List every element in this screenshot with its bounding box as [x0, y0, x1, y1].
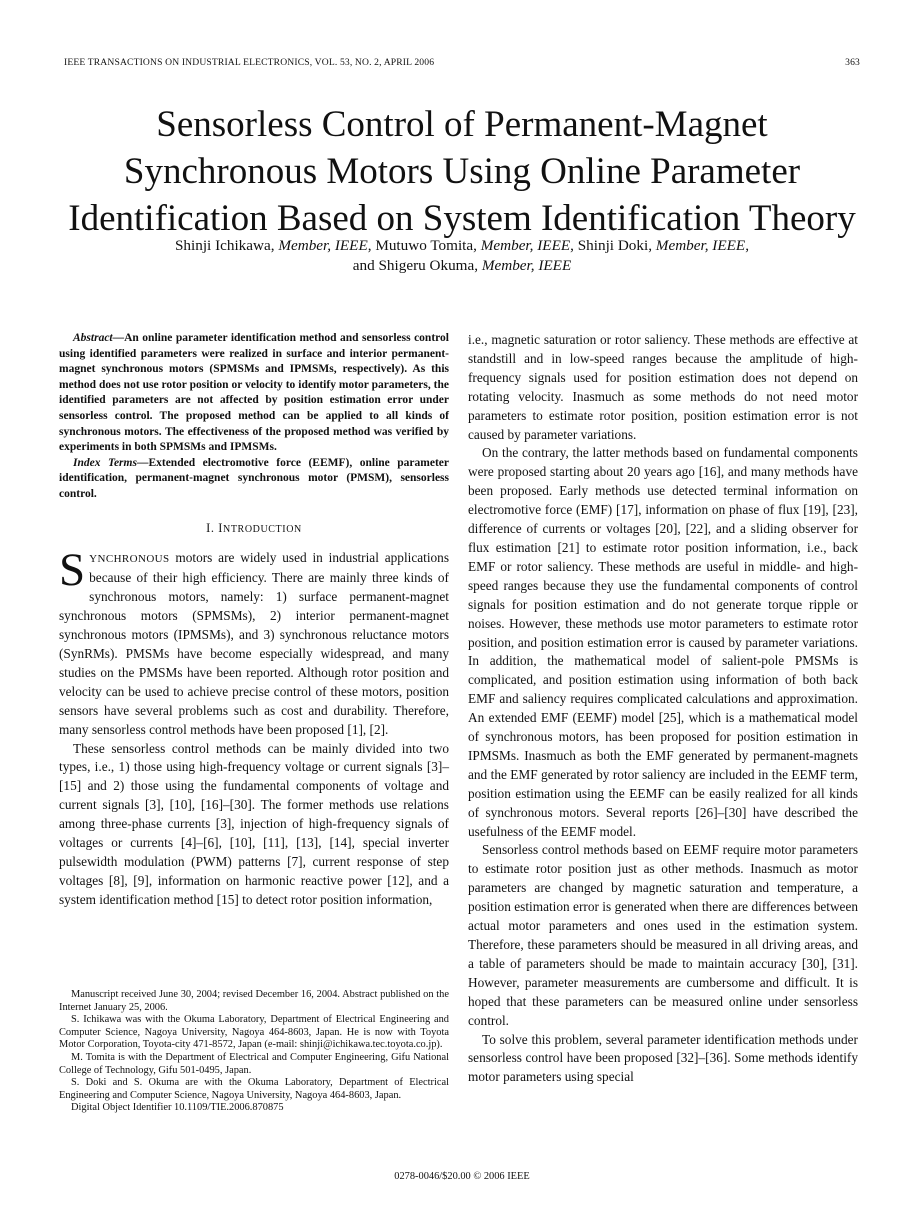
- journal-name: IEEE TRANSACTIONS ON INDUSTRIAL ELECTRONICS, VOL. 53, NO. 2, APRIL 2006: [64, 57, 435, 68]
- title-line: Identification Based on System Identification Theory: [68, 198, 856, 239]
- footnote-manuscript: Manuscript received June 30, 2004; revised December 16, 2004. Abstract published on the Internet January 25, 2006.: [59, 989, 449, 1013]
- author-separator: ,: [745, 237, 749, 254]
- intro-paragraph-1: [59, 544, 449, 739]
- author-membership: Member, IEEE: [278, 237, 368, 254]
- author-line-1: [60, 236, 864, 256]
- footnote-author: M. Tomita is with the Department of Electrical and Computer Engineering, Gifu National College of Technology, Gifu 501-0495, Japan.: [59, 1051, 449, 1076]
- abstract: [59, 331, 449, 456]
- footnote-author: S. Doki and S. Okuma are with the Okuma Laboratory, Department of Electrical Engineering and Computer Science, Nagoya University, Nagoya 464-8603, Japan.: [59, 1077, 449, 1101]
- body-paragraph: i.e., magnetic saturation or rotor saliency. These methods are effective at standstill and in low-speed ranges because the amplitude of high-frequency signals used for position estimation does not depend on rotating velocity. Inasmuch as some methods do not need motor parameters to estimate rotor position, position estimation error is not caused by parameter variations.: [468, 332, 858, 442]
- abstract-text: An online parameter identification method and sensorless control using identified parameters were realized in surface and interior permanent-magnet synchronous motors (SPMSMs and IPMSMs, respectively). As this method does not use rotor position or velocity to identify motor parameters, the identified parameters are not affected by position estimation error under sensorless control. The proposed method can be applied to all kinds of synchronous motors. The effectiveness of the proposed method was verified by experiments in both SPMSMs and IPMSMs.: [59, 332, 449, 454]
- left-column: [59, 331, 449, 910]
- index-terms: [59, 456, 449, 503]
- drop-cap: S: [59, 544, 86, 597]
- section-heading: [59, 519, 449, 540]
- footnotes: [59, 989, 449, 1115]
- section-numeral: I. I: [206, 520, 224, 535]
- abstract-label: Abstract—: [73, 332, 125, 344]
- footnote-author: S. Ichikawa was with the Okuma Laboratory, Department of Electrical Engineering and Computer Science, Nagoya University, Nagoya 464-8603, Japan. He is now with Toyota Motor Corporation, Toyota-city 471-8572, Japan (e-mail: shinji@ichikawa.tec.toyota.co.jp).: [59, 1014, 449, 1051]
- footnote-doi: Digital Object Identifier 10.1109/TIE.2006.870875: [71, 1102, 284, 1114]
- author-name: , Mutuwo Tomita,: [367, 237, 481, 254]
- author-membership: Member, IEEE: [481, 257, 572, 274]
- paper-title: [40, 101, 884, 242]
- right-column: [468, 331, 858, 1087]
- author-membership: Member, IEEE: [655, 237, 746, 254]
- index-terms-label: Index Terms—: [73, 456, 149, 469]
- author-list: [60, 236, 864, 276]
- author-name: , Shinji Doki,: [570, 237, 656, 254]
- intro-paragraph-2: These sensorless control methods can be mainly divided into two types, i.e., 1) those using high-frequency voltage or current signals [3]–[15] and 2) those using the fundamental components of voltage and current signals [3], [10], [16]–[30]. The former methods use relations among three-phase currents [3], injection of high-frequency signals of voltages or currents [4]–[6], [10], [11], [13], [14], special inverter pulsewidth modulation (PWM) patterns [7], current response of step voltages [8], [9], information on harmonic reactive power [12], and a system identification method [15] to detect rotor position information,: [59, 740, 449, 907]
- paragraph-text: motors are widely used in industrial applications because of their high efficiency. There are mainly three kinds of synchronous motors, namely: 1) surface permanent-magnet synchronous motors (SPMSMs), 2) interior permanent-magnet synchronous motors (IPMSMs), and 3) synchronous reluctance motors (SynRMs). PMSMs have become especially widespread, and many studies on the PMSMs have been reported. Although rotor position and velocity can be used to achieve precise control of these motors, position sensors have several problems such as cost and durability. Therefore, many sensorless control methods have been proposed [1], [2].: [59, 550, 449, 737]
- body-paragraph: Sensorless control methods based on EEMF require motor parameters to estimate rotor position just as other methods. Inasmuch as motor parameters are changed by magnetic saturation and temperature, a position estimation error is generated when there are differences between actual motor parameters and ones used in the estimation system. Therefore, these parameters should be measured in all driving areas, and a table of parameters should be made to maintain accuracy [30], [31]. However, parameter measurements are cumbersome and difficult. It is hoped that these parameters can be measured online under sensorless control.: [468, 842, 858, 1028]
- author-line-2: [60, 256, 864, 276]
- body-paragraph: On the contrary, the latter methods based on fundamental components were proposed starting about 20 years ago [16], and many methods have been proposed. Early methods use detected terminal information on electromotive force (EMF) [17], information on phase of flux [19], [23], difference of currents or voltages [20], [22], and a sliding observer for flux estimation [21] to estimate rotor position information, i.e., back EMF or rotor saliency. These methods are useful in middle- and high-speed ranges because they use the fundamental components of control signals for position estimation and do not generate torque ripple or noises. However, these methods use motor parameters to estimate rotor position, and position estimation error is caused by parameter variations. In addition, the mathematical model of salient-pole PMSMs is complicated, and position estimation using information of both back EMF and saliency requires complicated calculations and approximation. An extended EMF (EEMF) model [25], which is a mathematical model of synchronous motors, has been proposed for position estimation in IPMSMs. Inasmuch as both the EMF generated by permanent-magnets and the EMF generated by rotor saliency are included in the EEMF term, position estimation using the EEMF can be easily realized for all kinds of synchronous motors. Several reports [26]–[30] have described the usefulness of the EEMF model.: [468, 445, 858, 839]
- running-header: [64, 57, 860, 71]
- page-number: 363: [845, 57, 860, 68]
- author-name: and Shigeru Okuma,: [352, 257, 482, 274]
- first-word-smallcaps: YNCHRONOUS: [89, 553, 170, 566]
- author-name: Shinji Ichikawa,: [174, 237, 279, 254]
- title-line: Sensorless Control of Permanent-Magnet: [156, 104, 768, 145]
- section-name: NTRODUCTION: [223, 523, 302, 535]
- index-terms-text: Extended electromotive force (EEMF), online parameter identification, permanent-magnet synchronous motor (PMSM), sensorless control.: [59, 456, 449, 500]
- author-membership: Member, IEEE: [480, 237, 571, 254]
- body-paragraph: To solve this problem, several parameter identification methods under sensorless control have been proposed [32]–[36]. Some methods identify motor parameters using special: [468, 1031, 858, 1085]
- title-line: Synchronous Motors Using Online Parameter: [123, 151, 801, 192]
- copyright-footer: 0278-0046/$20.00 © 2006 IEEE: [394, 1171, 530, 1182]
